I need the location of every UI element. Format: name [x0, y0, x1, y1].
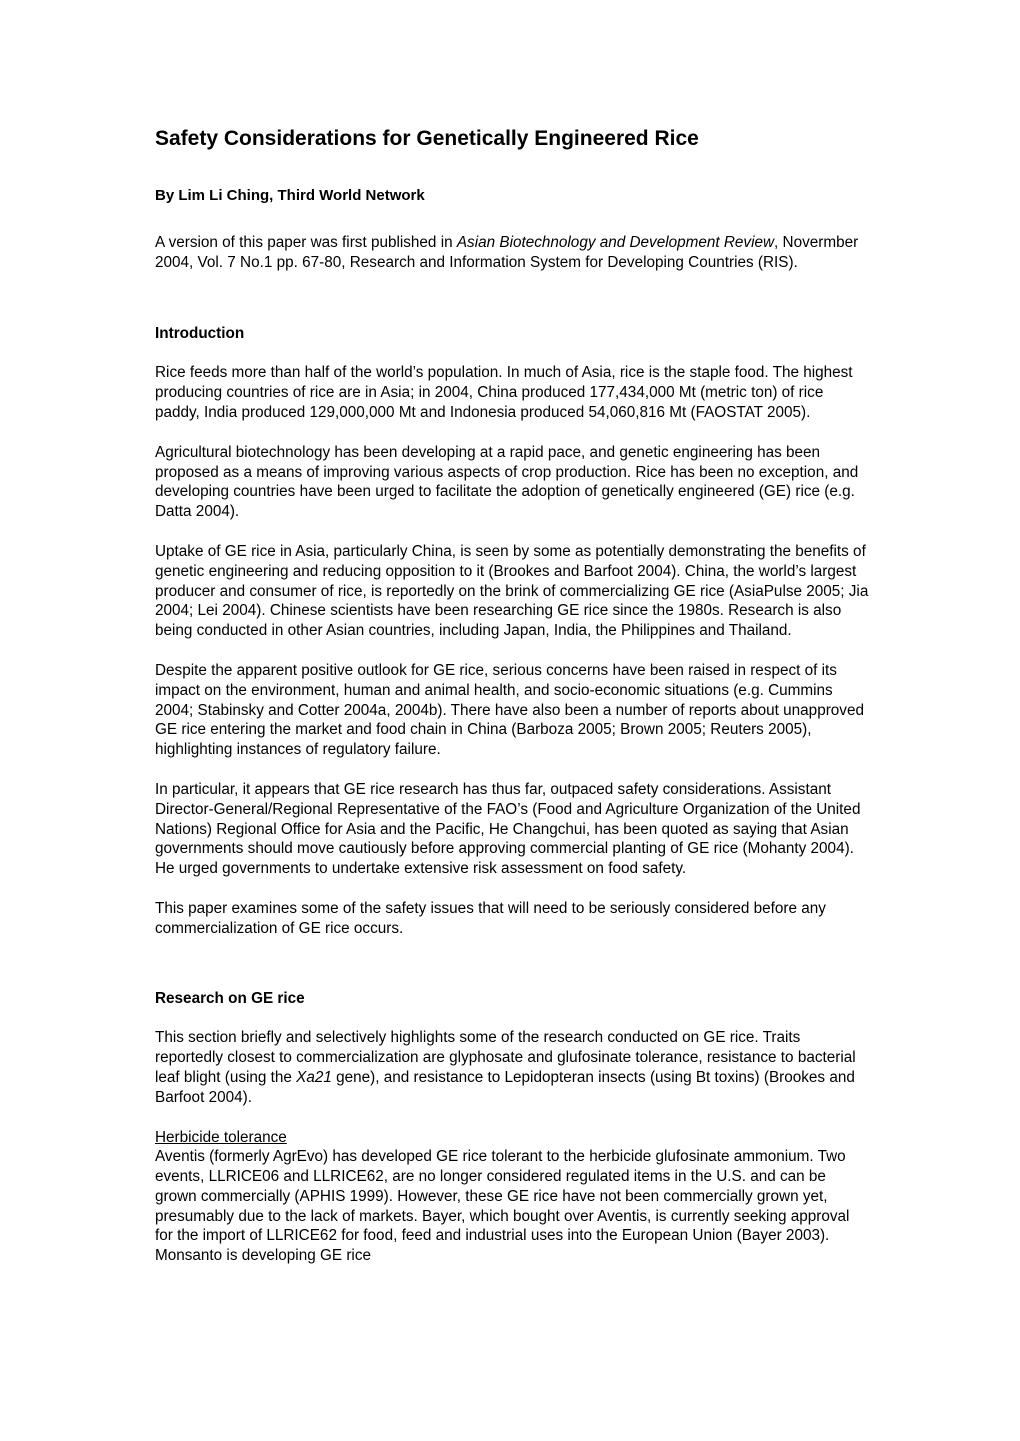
author-byline: By Lim Li Ching, Third World Network	[155, 187, 425, 204]
research-intro-after: gene), and resistance to Lepidopteran insects (using Bt toxins) (Brookes and Barfoot 2004).	[155, 1068, 855, 1106]
research-intro-paragraph	[155, 1028, 870, 1107]
introduction-heading: Introduction	[155, 324, 245, 342]
publication-note-before: A version of this paper was first published in	[155, 234, 457, 251]
journal-title: Asian Biotechnology and Development Review	[456, 234, 775, 251]
herbicide-paragraph: Aventis (formerly AgrEvo) has developed GE rice tolerant to the herbicide glufosinate ammonium. Two events, LLRICE06 and LLRICE62, are no longer considered regulated items in the U.S. and can be grown commercially (APHIS 1999). However, these GE rice have not been commercially grown yet, presumably due to the lack of markets. Bayer, which bought over Aventis, is currently seeking approval for the import of LLRICE62 for food, feed and industrial uses into the European Union (Bayer 2003). Monsanto is developing GE rice	[155, 1148, 850, 1265]
publication-note-after: , Novermber 2004, Vol. 7 No.1 pp. 67-80, Research and Information System for Developing Countries (RIS).	[155, 234, 859, 271]
gene-name: Xa21	[296, 1068, 332, 1086]
herbicide-subheading: Herbicide tolerance	[155, 1128, 287, 1146]
document-title: Safety Considerations for Genetically Engineered Rice	[155, 127, 699, 150]
intro-paragraph-5: In particular, it appears that GE rice research has thus far, outpaced safety considerations. Assistant Director-General/Regional Representative of the FAO’s (Food and Agriculture Organization of the United Nations) Regional Office for Asia and the Pacific, He Changchui, has been quoted as saying that Asian governments should move cautiously before approving commercial planting of GE rice (Mohanty 2004). He urged governments to undertake extensive risk assessment on food safety.	[155, 780, 861, 878]
intro-paragraph-6: This paper examines some of the safety issues that will need to be seriously considered before any commercialization of GE rice occurs.	[155, 899, 826, 937]
research-intro-before: This section briefly and selectively highlights some of the research conducted on GE rice. Traits reportedly closest to commercialization are glyphosate and glufosinate tolerance, resistance to bacterial leaf blight (using the	[155, 1029, 856, 1086]
intro-paragraph-4: Despite the apparent positive outlook for GE rice, serious concerns have been raised in respect of its impact on the environment, human and animal health, and socio-economic situations (e.g. Cummins 2004; Stabinsky and Cotter 2004a, 2004b). There have also been a number of reports about unapproved GE rice entering the market and food chain in China (Barboza 2005; Brown 2005; Reuters 2005), highlighting instances of regulatory failure.	[155, 661, 864, 759]
intro-paragraph-2: Agricultural biotechnology has been developing at a rapid pace, and genetic engineering has been proposed as a means of improving various aspects of crop production. Rice has been no exception, and developing countries have been urged to facilitate the adoption of genetically engineered (GE) rice (e.g. Datta 2004).	[155, 443, 859, 521]
intro-paragraph-1: Rice feeds more than half of the world’s population. In much of Asia, rice is the staple food. The highest producing countries of rice are in Asia; in 2004, China produced 177,434,000 Mt (metric ton) of rice paddy, India produced 129,000,000 Mt and Indonesia produced 54,060,816 Mt (FAOSTAT 2005).	[155, 364, 853, 421]
research-heading: Research on GE rice	[155, 989, 305, 1007]
intro-paragraph-3: Uptake of GE rice in Asia, particularly China, is seen by some as potentially demonstrating the benefits of genetic engineering and reducing opposition to it (Brookes and Barfoot 2004). China, the world’s largest producer and consumer of rice, is reportedly on the brink of commercializing GE rice (AsiaPulse 2005; Jia 2004; Lei 2004). Chinese scientists have been researching GE rice since the 1980s. Research is also being conducted in other Asian countries, including Japan, India, the Philippines and Thailand.	[155, 542, 869, 640]
publication-note	[155, 233, 870, 273]
